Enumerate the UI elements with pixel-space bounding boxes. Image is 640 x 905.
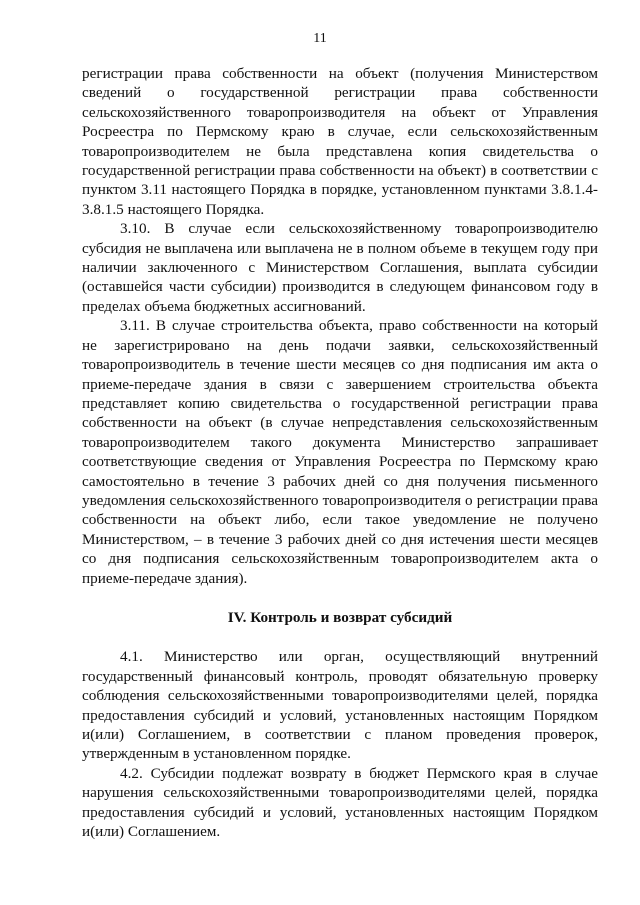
section-heading: IV. Контроль и возврат субсидий — [227, 608, 453, 626]
paragraph-4-2: 4.2. Субсидии подлежат возврату в бюджет Пермского края в случае нарушения сельскохозяйственными товаропроизводителями целей, порядка предоставления субсидий и условий, установленных настоящим Порядком и(или) Соглашением. — [82, 764, 598, 841]
page-number: 11 — [313, 31, 327, 46]
paragraph-3-11: 3.11. В случае строительства объекта, право собственности на который не зарегистрировано на день подачи заявки, сельскохозяйственный товаропроизводитель в течение шести месяцев со дня подписания им акта о приеме-передаче здания в связи с завершением строительства объекта представляет копию свидетельства о государственной регистрации права собственности на объект (в случае непредставления сельскохозяйственным товаропроизводителем такого документа Министерство запрашивает соответствующие сведения от Управления Росреестра по Пермскому краю самостоятельно в течение 3 рабочих дней со дня получения письменного уведомления сельскохозяйственного товаропроизводителя о регистрации права собственности на объект либо, если такое уведомление не получено Министерством, – в течение 3 рабочих дней со дня истечения шести месяцев со дня подписания сельскохозяйственным товаропроизводителем акта о приеме-передаче здания). — [82, 317, 598, 587]
paragraph-4-1: 4.1. Министерство или орган, осуществляющий внутренний государственный финансовый контроль, проводят обязательную проверку соблюдения сельскохозяйственными товаропроизводителями целей, порядка предоставления субсидий и условий, установленных настоящим Порядком и(или) Соглашением, в соответствии с планом проведения проверок, утвержденным в установленном порядке. — [82, 648, 598, 763]
paragraph-continuation: регистрации права собственности на объект (получения Министерством сведений о государственной регистрации права собственности сельскохозяйственного товаропроизводителя на объект от Управления Росреестра по Пермскому краю в случае, если сельскохозяйственным товаропроизводителем не была представлена копия свидетельства о государственной регистрации права собственности на объект) в соответствии с пунктом 3.11 настоящего Порядка в порядке, установленном пунктами 3.8.1.4-3.8.1.5 настоящего Порядка. — [82, 65, 598, 218]
document-body — [82, 64, 598, 841]
paragraph-3-10: 3.10. В случае если сельскохозяйственному товаропроизводителю субсидия не выплачена или выплачена не в полном объеме в текущем году при наличии заключенного с Министерством Соглашения, выплата субсидии (оставшейся части субсидии) производится в следующем финансовом году в пределах объема бюджетных ассигнований. — [82, 220, 598, 315]
